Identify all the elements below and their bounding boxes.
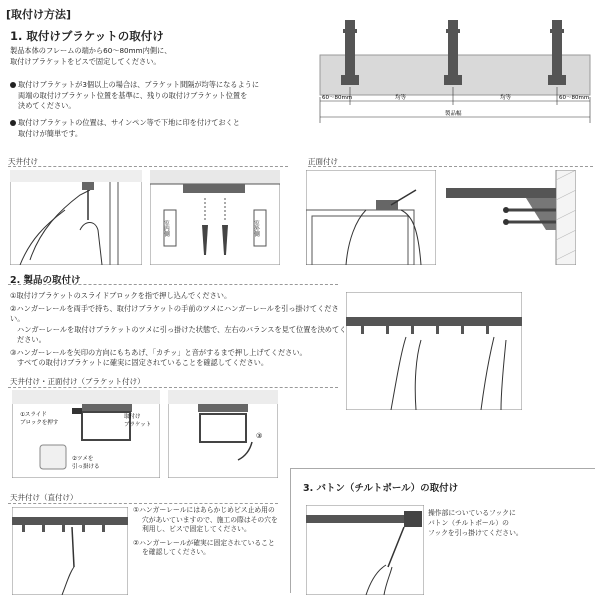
divider (8, 166, 288, 167)
divider (8, 387, 338, 388)
section1-title: 1. 取付けブラケットの取付け (10, 29, 164, 43)
bracket-middle (444, 20, 462, 85)
slide-block-label-2: ブロックを押す (20, 420, 59, 426)
dim-total-width: 製品幅 (445, 111, 462, 117)
dim-equal-2: 均等 (500, 95, 512, 101)
bracket-right (548, 20, 566, 85)
front-mount-label: 正面付け (308, 157, 338, 166)
bullet1-line3: 決めてください。 (18, 101, 76, 110)
bullet-dot-icon (10, 120, 16, 126)
bracket-slide-illustration (12, 390, 160, 478)
ceiling-mount-illustration (10, 170, 142, 265)
bracket-label-2: ブラケット (124, 422, 152, 428)
dim-right-margin: 60～80mm (559, 95, 590, 101)
divider (8, 284, 338, 285)
bullet-dot-icon (10, 82, 16, 88)
front-mount-screw-illustration (446, 170, 576, 265)
section3-line2: バトン（チルトポール）の (428, 519, 509, 527)
section2-step3-line1: ③ハンガーレールを矢印の方向にもちあげ、「カチッ」と音がするまで押し上げてください。 (10, 347, 307, 357)
direct-note2-line2: を確認してください。 (142, 548, 210, 556)
direct-mount-label: 天井付け（直付け） (10, 493, 78, 502)
divider (8, 503, 278, 504)
direct-note1-line2: 穴があいていますので、施工の際はその穴を (142, 515, 278, 524)
section2-steps (10, 291, 350, 369)
bullet2-line1: 取付けブラケットの位置は、サインペン等で下地に印を付けておくと (18, 118, 240, 127)
section3-frame-left (290, 468, 292, 593)
bracket-spacing-diagram (315, 15, 595, 125)
section2-step3-line2: すべての取付けブラケットに確実に固定されていることを確認してください。 (17, 358, 269, 367)
section1-line2: 取付けブラケットをビスで固定してください。 (10, 56, 161, 66)
bracket-left (341, 20, 359, 85)
section2-step2-line2: ハンガーレールを取付けブラケットのツメに引っ掛けた状態で、左右のバランスを見て位置を決めてください。 (17, 324, 347, 344)
section3-frame-top (290, 468, 595, 470)
dim-left-margin: 60～80mm (322, 95, 353, 101)
room-out-label: 室外側 (253, 220, 259, 237)
bullet2-line2: 取付けが簡単です。 (18, 128, 83, 138)
direct-mount-notes (133, 506, 293, 558)
section1-bullet2 (10, 118, 310, 139)
page-header: [取付け方法] (6, 8, 72, 21)
section2-title: 2. 製品の取付け (10, 275, 81, 286)
step3-marker: ③ (256, 432, 263, 440)
direct-note1-line1: ①ハンガーレールにはあらかじめビス止め用の (133, 506, 275, 514)
direct-mount-illustration (12, 507, 128, 595)
divider (308, 166, 593, 167)
hanger-rail-install-illustration (346, 292, 522, 410)
bullet1-line1: 取付けブラケットが3個以上の場合は、ブラケット間隔が均等になるように (18, 80, 260, 89)
room-in-label: 室内側 (163, 220, 169, 237)
front-mount-illustration (306, 170, 436, 265)
bullet1-line2: 両端の取付けブラケット位置を基準に、残りの取付けブラケット位置を (18, 90, 248, 100)
section3-line1: 操作部についているフックに (428, 509, 516, 517)
section1-intro (10, 46, 310, 67)
section2-step1: ①取付けブラケットのスライドブロックを指で押し込んでください。 (10, 291, 232, 300)
baton-attach-illustration (306, 505, 424, 595)
direct-note1-line3: 利用し、ビスで固定してください。 (142, 525, 251, 533)
section3-text (428, 508, 593, 538)
hook-label: ②ツメを (72, 456, 94, 462)
dim-equal-1: 均等 (395, 95, 407, 101)
hook-label-2: 引っ掛ける (72, 464, 100, 470)
section3-title: 3. バトン（チルトポール）の取付け (303, 483, 459, 494)
section1-line1: 製品本体のフレームの端から60～80mm内側に、 (10, 46, 172, 55)
slide-block-label: ①スライド (20, 412, 47, 418)
bracket-label: 取付け (124, 414, 141, 420)
bracket-lift-illustration (168, 390, 278, 478)
direct-note2-line1: ②ハンガーレールが確実に固定されていること (133, 538, 275, 547)
section3-line3: フックを引っ掛けてください。 (428, 529, 523, 537)
section1-bullet1 (10, 80, 310, 112)
ceiling-mount-screw-illustration (150, 170, 280, 265)
bracket-mount-label: 天井付け・正面付け（ブラケット付け） (10, 377, 145, 386)
ceiling-mount-label: 天井付け (8, 157, 38, 166)
section2-step2-line1: ②ハンガーレールを両手で持ち、取付けブラケットの手前のツメにハンガーレールを引っ掛けてください。 (10, 303, 339, 323)
